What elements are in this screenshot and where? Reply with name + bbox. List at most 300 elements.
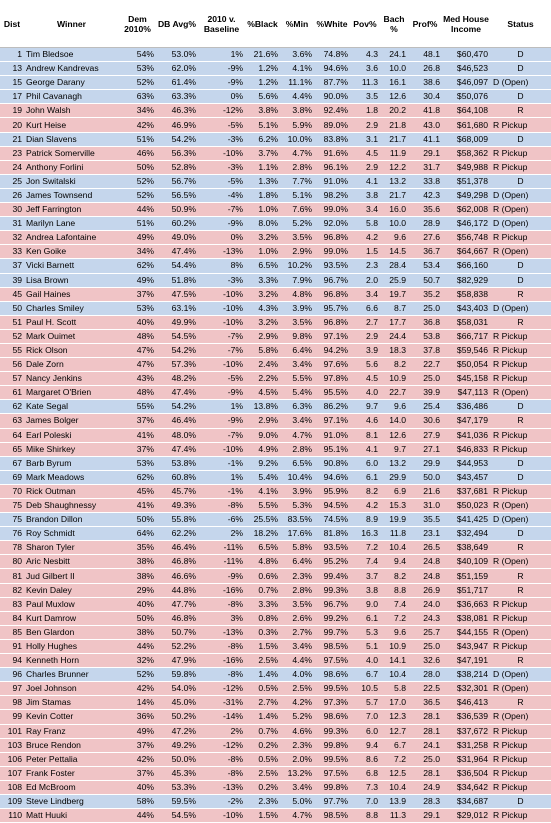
table-row — [0, 456, 551, 470]
cell-status: R Pickup — [490, 160, 551, 174]
cell-pov: 6.8 — [350, 766, 380, 780]
cell-bach: 13.2 — [380, 174, 408, 188]
header-white: %White — [314, 0, 350, 48]
cell-baseline: -9% — [198, 62, 245, 76]
cell-white: 95.9% — [314, 484, 350, 498]
cell-black: 6.5% — [245, 541, 280, 555]
cell-db-avg: 53.8% — [156, 456, 198, 470]
table-row — [0, 611, 551, 625]
cell-winner: Mike Shirkey — [24, 442, 119, 456]
cell-dem-2010: 34% — [119, 104, 156, 118]
cell-dem-2010: 51% — [119, 217, 156, 231]
cell-winner: Rick Outman — [24, 484, 119, 498]
cell-min: 5.4% — [280, 386, 314, 400]
cell-prof: 24.9 — [408, 780, 442, 794]
cell-db-avg: 48.2% — [156, 372, 198, 386]
cell-dem-2010: 47% — [119, 343, 156, 357]
cell-dist: 24 — [0, 160, 24, 174]
cell-baseline: 2% — [198, 724, 245, 738]
cell-bach: 10.0 — [380, 217, 408, 231]
cell-winner: Joel Johnson — [24, 682, 119, 696]
cell-min: 3.5% — [280, 597, 314, 611]
cell-dem-2010: 42% — [119, 682, 156, 696]
cell-bach: 21.7 — [380, 132, 408, 146]
cell-bach: 19.7 — [380, 287, 408, 301]
cell-dem-2010: 42% — [119, 752, 156, 766]
cell-income: $37,672 — [442, 724, 490, 738]
cell-income: $34,642 — [442, 780, 490, 794]
cell-baseline: -9% — [198, 386, 245, 400]
cell-min: 2.3% — [280, 569, 314, 583]
cell-income: $51,159 — [442, 569, 490, 583]
cell-prof: 22.7 — [408, 358, 442, 372]
cell-prof: 24.3 — [408, 611, 442, 625]
table-row — [0, 203, 551, 217]
cell-min: 7.6% — [280, 203, 314, 217]
cell-status: R Pickup — [490, 752, 551, 766]
cell-winner: Matt Huuki — [24, 809, 119, 823]
cell-prof: 29.1 — [408, 146, 442, 160]
cell-baseline: -12% — [198, 682, 245, 696]
cell-db-avg: 54.2% — [156, 132, 198, 146]
cell-income: $50,023 — [442, 499, 490, 513]
cell-prof: 27.9 — [408, 428, 442, 442]
cell-white: 94.6% — [314, 470, 350, 484]
cell-status: R Pickup — [490, 329, 551, 343]
cell-dist: 37 — [0, 259, 24, 273]
cell-min: 3.4% — [280, 780, 314, 794]
cell-income: $51,717 — [442, 583, 490, 597]
cell-dem-2010: 41% — [119, 428, 156, 442]
cell-white: 93.5% — [314, 541, 350, 555]
cell-db-avg: 51.8% — [156, 273, 198, 287]
cell-prof: 25.0 — [408, 752, 442, 766]
cell-bach: 10.4 — [380, 541, 408, 555]
cell-dist: 21 — [0, 132, 24, 146]
cell-bach: 21.7 — [380, 188, 408, 202]
cell-black: 5.6% — [245, 90, 280, 104]
cell-baseline: -11% — [198, 555, 245, 569]
cell-bach: 14.5 — [380, 245, 408, 259]
cell-dist: 57 — [0, 372, 24, 386]
cell-pov: 1.8 — [350, 104, 380, 118]
cell-baseline: -10% — [198, 287, 245, 301]
cell-baseline: -9% — [198, 217, 245, 231]
cell-income: $44,953 — [442, 456, 490, 470]
cell-pov: 4.2 — [350, 231, 380, 245]
cell-db-avg: 60.8% — [156, 470, 198, 484]
cell-winner: James Townsend — [24, 188, 119, 202]
cell-status: D — [490, 62, 551, 76]
cell-bach: 11.8 — [380, 527, 408, 541]
cell-winner: Charles Smiley — [24, 301, 119, 315]
cell-prof: 42.3 — [408, 188, 442, 202]
cell-baseline: -7% — [198, 329, 245, 343]
table-row — [0, 132, 551, 146]
cell-dist: 108 — [0, 780, 24, 794]
cell-dem-2010: 44% — [119, 639, 156, 653]
cell-db-avg: 55.8% — [156, 513, 198, 527]
cell-status: R — [490, 696, 551, 710]
cell-pov: 8.6 — [350, 752, 380, 766]
cell-db-avg: 54.5% — [156, 809, 198, 823]
cell-min: 2.8% — [280, 442, 314, 456]
cell-status: R Pickup — [490, 428, 551, 442]
table-row — [0, 654, 551, 668]
cell-income: $61,680 — [442, 118, 490, 132]
cell-db-avg: 45.0% — [156, 696, 198, 710]
cell-status: D — [490, 456, 551, 470]
cell-winner: Jon Switalski — [24, 174, 119, 188]
cell-status: D (Open) — [490, 76, 551, 90]
cell-winner: James Bolger — [24, 414, 119, 428]
header-db-avg: DB Avg% — [156, 0, 198, 48]
cell-db-avg: 48.0% — [156, 428, 198, 442]
cell-baseline: -31% — [198, 696, 245, 710]
table-row — [0, 188, 551, 202]
table-row — [0, 400, 551, 414]
cell-winner: Gail Haines — [24, 287, 119, 301]
cell-min: 6.4% — [280, 555, 314, 569]
cell-prof: 25.0 — [408, 372, 442, 386]
cell-db-avg: 61.4% — [156, 76, 198, 90]
cell-dem-2010: 40% — [119, 780, 156, 794]
cell-status: D (Open) — [490, 188, 551, 202]
cell-dem-2010: 44% — [119, 809, 156, 823]
cell-winner: Dale Zorn — [24, 358, 119, 372]
cell-min: 5.2% — [280, 710, 314, 724]
cell-income: $47,113 — [442, 386, 490, 400]
cell-bach: 13.9 — [380, 794, 408, 808]
cell-status: D — [490, 259, 551, 273]
cell-white: 99.3% — [314, 724, 350, 738]
cell-winner: Tim Bledsoe — [24, 48, 119, 62]
cell-status: R Pickup — [490, 780, 551, 794]
cell-income: $66,160 — [442, 259, 490, 273]
cell-dist: 39 — [0, 273, 24, 287]
cell-pov: 8.2 — [350, 484, 380, 498]
cell-min: 2.0% — [280, 752, 314, 766]
cell-white: 99.0% — [314, 203, 350, 217]
cell-dist: 55 — [0, 343, 24, 357]
cell-dist: 101 — [0, 724, 24, 738]
cell-min: 4.2% — [280, 696, 314, 710]
cell-prof: 36.8 — [408, 315, 442, 329]
cell-db-avg: 53.3% — [156, 780, 198, 794]
cell-dem-2010: 42% — [119, 118, 156, 132]
cell-dist: 20 — [0, 118, 24, 132]
cell-black: 3.3% — [245, 597, 280, 611]
cell-income: $51,378 — [442, 174, 490, 188]
cell-white: 74.8% — [314, 48, 350, 62]
cell-dem-2010: 54% — [119, 48, 156, 62]
cell-db-avg: 45.7% — [156, 484, 198, 498]
cell-min: 4.8% — [280, 287, 314, 301]
cell-min: 5.2% — [280, 217, 314, 231]
cell-prof: 41.8 — [408, 104, 442, 118]
cell-white: 96.8% — [314, 315, 350, 329]
cell-dist: 80 — [0, 555, 24, 569]
cell-white: 89.0% — [314, 118, 350, 132]
cell-status: R Pickup — [490, 343, 551, 357]
cell-black: 5.1% — [245, 118, 280, 132]
cell-dist: 13 — [0, 62, 24, 76]
cell-pov: 3.7 — [350, 569, 380, 583]
cell-pov: 2.9 — [350, 118, 380, 132]
cell-winner: John Walsh — [24, 104, 119, 118]
cell-db-avg: 46.6% — [156, 569, 198, 583]
cell-pov: 5.7 — [350, 696, 380, 710]
cell-status: D — [490, 174, 551, 188]
table-row — [0, 245, 551, 259]
cell-baseline: -10% — [198, 301, 245, 315]
cell-black: 4.3% — [245, 301, 280, 315]
cell-white: 97.1% — [314, 414, 350, 428]
table-row — [0, 160, 551, 174]
cell-dem-2010: 36% — [119, 710, 156, 724]
cell-dist: 83 — [0, 597, 24, 611]
cell-pov: 7.3 — [350, 780, 380, 794]
cell-dist: 109 — [0, 794, 24, 808]
cell-income: $50,054 — [442, 358, 490, 372]
cell-prof: 50.0 — [408, 470, 442, 484]
cell-baseline: -3% — [198, 132, 245, 146]
cell-bach: 12.2 — [380, 160, 408, 174]
cell-status: R (Open) — [490, 245, 551, 259]
cell-min: 83.5% — [280, 513, 314, 527]
cell-prof: 48.1 — [408, 48, 442, 62]
cell-winner: Paul H. Scott — [24, 315, 119, 329]
table-row — [0, 174, 551, 188]
cell-white: 74.5% — [314, 513, 350, 527]
cell-baseline: 2% — [198, 527, 245, 541]
cell-bach: 12.7 — [380, 724, 408, 738]
cell-pov: 4.5 — [350, 372, 380, 386]
cell-status: D (Open) — [490, 513, 551, 527]
cell-income: $29,012 — [442, 809, 490, 823]
cell-baseline: 1% — [198, 470, 245, 484]
cell-dist: 94 — [0, 654, 24, 668]
cell-dem-2010: 38% — [119, 625, 156, 639]
cell-min: 4.4% — [280, 90, 314, 104]
cell-db-avg: 50.0% — [156, 752, 198, 766]
cell-black: 8.0% — [245, 217, 280, 231]
cell-dem-2010: 41% — [119, 499, 156, 513]
cell-income: $68,009 — [442, 132, 490, 146]
cell-baseline: -7% — [198, 203, 245, 217]
cell-bach: 8.2 — [380, 358, 408, 372]
cell-db-avg: 56.7% — [156, 174, 198, 188]
header-baseline: 2010 v. Baseline — [198, 0, 245, 48]
cell-dist: 70 — [0, 484, 24, 498]
cell-min: 3.4% — [280, 414, 314, 428]
cell-status: R (Open) — [490, 682, 551, 696]
cell-min: 5.1% — [280, 188, 314, 202]
cell-dist: 61 — [0, 386, 24, 400]
cell-db-avg: 54.2% — [156, 343, 198, 357]
cell-min: 11.1% — [280, 76, 314, 90]
cell-black: 1.2% — [245, 62, 280, 76]
cell-bach: 25.9 — [380, 273, 408, 287]
cell-pov: 3.5 — [350, 90, 380, 104]
cell-black: 4.5% — [245, 386, 280, 400]
cell-db-avg: 59.5% — [156, 794, 198, 808]
cell-income: $58,838 — [442, 287, 490, 301]
cell-bach: 19.9 — [380, 513, 408, 527]
cell-min: 5.0% — [280, 794, 314, 808]
cell-winner: Kurt Heise — [24, 118, 119, 132]
cell-min: 3.4% — [280, 639, 314, 653]
cell-dem-2010: 38% — [119, 555, 156, 569]
cell-dist: 31 — [0, 217, 24, 231]
cell-dist: 82 — [0, 583, 24, 597]
cell-min: 5.8% — [280, 541, 314, 555]
cell-prof: 21.6 — [408, 484, 442, 498]
cell-status: R — [490, 583, 551, 597]
cell-prof: 29.1 — [408, 809, 442, 823]
cell-baseline: -12% — [198, 738, 245, 752]
cell-db-avg: 47.5% — [156, 287, 198, 301]
table-row — [0, 597, 551, 611]
cell-black: 2.3% — [245, 794, 280, 808]
cell-status: D (Open) — [490, 301, 551, 315]
cell-winner: Frank Foster — [24, 766, 119, 780]
header-pov: Pov% — [350, 0, 380, 48]
cell-pov: 6.1 — [350, 470, 380, 484]
table-row — [0, 555, 551, 569]
cell-db-avg: 47.4% — [156, 386, 198, 400]
cell-status: R — [490, 287, 551, 301]
cell-min: 4.1% — [280, 62, 314, 76]
cell-baseline: -10% — [198, 146, 245, 160]
cell-db-avg: 46.8% — [156, 611, 198, 625]
cell-winner: Steve Lindberg — [24, 794, 119, 808]
cell-prof: 37.8 — [408, 343, 442, 357]
cell-dem-2010: 37% — [119, 442, 156, 456]
cell-prof: 26.9 — [408, 583, 442, 597]
cell-dem-2010: 29% — [119, 583, 156, 597]
cell-prof: 24.0 — [408, 597, 442, 611]
cell-min: 4.7% — [280, 809, 314, 823]
cell-black: 0.2% — [245, 780, 280, 794]
cell-dist: 52 — [0, 329, 24, 343]
cell-baseline: -9% — [198, 76, 245, 90]
cell-dist: 51 — [0, 315, 24, 329]
cell-dist: 75 — [0, 499, 24, 513]
cell-status: R Pickup — [490, 484, 551, 498]
cell-winner: Sharon Tyler — [24, 541, 119, 555]
cell-pov: 6.0 — [350, 456, 380, 470]
cell-white: 91.0% — [314, 174, 350, 188]
cell-black: 3.7% — [245, 146, 280, 160]
cell-pov: 9.0 — [350, 597, 380, 611]
cell-dist: 50 — [0, 301, 24, 315]
cell-white: 96.7% — [314, 273, 350, 287]
cell-dem-2010: 47% — [119, 358, 156, 372]
cell-white: 91.6% — [314, 146, 350, 160]
cell-min: 3.9% — [280, 301, 314, 315]
cell-pov: 8.1 — [350, 428, 380, 442]
cell-pov: 2.7 — [350, 315, 380, 329]
cell-prof: 36.5 — [408, 696, 442, 710]
cell-black: 1.1% — [245, 160, 280, 174]
cell-baseline: -10% — [198, 809, 245, 823]
cell-min: 10.0% — [280, 132, 314, 146]
cell-baseline: -8% — [198, 766, 245, 780]
cell-black: 6.2% — [245, 132, 280, 146]
cell-dist: 25 — [0, 174, 24, 188]
cell-dist: 81 — [0, 569, 24, 583]
cell-bach: 7.4 — [380, 597, 408, 611]
table-row — [0, 682, 551, 696]
table-row — [0, 696, 551, 710]
cell-db-avg: 47.7% — [156, 597, 198, 611]
cell-prof: 53.8 — [408, 329, 442, 343]
cell-winner: Aric Nesbitt — [24, 555, 119, 569]
cell-pov: 11.3 — [350, 76, 380, 90]
cell-bach: 10.9 — [380, 372, 408, 386]
cell-db-avg: 50.2% — [156, 710, 198, 724]
cell-min: 6.3% — [280, 400, 314, 414]
cell-db-avg: 49.0% — [156, 231, 198, 245]
cell-prof: 33.8 — [408, 174, 442, 188]
cell-income: $47,191 — [442, 654, 490, 668]
cell-pov: 9.4 — [350, 738, 380, 752]
cell-db-avg: 46.4% — [156, 541, 198, 555]
cell-dem-2010: 64% — [119, 527, 156, 541]
cell-dist: 96 — [0, 668, 24, 682]
table-row — [0, 358, 551, 372]
cell-pov: 7.4 — [350, 555, 380, 569]
cell-pov: 3.4 — [350, 287, 380, 301]
cell-pov: 2.0 — [350, 273, 380, 287]
cell-black: 13.8% — [245, 400, 280, 414]
cell-status: R Pickup — [490, 738, 551, 752]
cell-winner: Kate Segal — [24, 400, 119, 414]
cell-pov: 4.1 — [350, 174, 380, 188]
cell-dist: 69 — [0, 470, 24, 484]
cell-baseline: -8% — [198, 752, 245, 766]
cell-baseline: -2% — [198, 794, 245, 808]
cell-prof: 25.7 — [408, 625, 442, 639]
cell-dist: 19 — [0, 104, 24, 118]
cell-black: 1.8% — [245, 188, 280, 202]
cell-income: $49,988 — [442, 160, 490, 174]
cell-dist: 33 — [0, 245, 24, 259]
cell-winner: Marilyn Lane — [24, 217, 119, 231]
cell-status: R Pickup — [490, 809, 551, 823]
cell-winner: Margaret O'Brien — [24, 386, 119, 400]
cell-pov: 5.3 — [350, 625, 380, 639]
cell-income: $60,470 — [442, 48, 490, 62]
cell-bach: 7.2 — [380, 611, 408, 625]
cell-db-avg: 57.3% — [156, 358, 198, 372]
cell-min: 3.5% — [280, 315, 314, 329]
cell-white: 94.2% — [314, 343, 350, 357]
cell-db-avg: 60.2% — [156, 217, 198, 231]
cell-income: $82,929 — [442, 273, 490, 287]
cell-baseline: -16% — [198, 654, 245, 668]
cell-prof: 28.3 — [408, 794, 442, 808]
cell-db-avg: 63.1% — [156, 301, 198, 315]
cell-bach: 29.9 — [380, 470, 408, 484]
cell-dist: 62 — [0, 400, 24, 414]
cell-dist: 103 — [0, 738, 24, 752]
cell-pov: 3.8 — [350, 188, 380, 202]
cell-prof: 53.4 — [408, 259, 442, 273]
table-row — [0, 48, 551, 62]
cell-income: $45,158 — [442, 372, 490, 386]
